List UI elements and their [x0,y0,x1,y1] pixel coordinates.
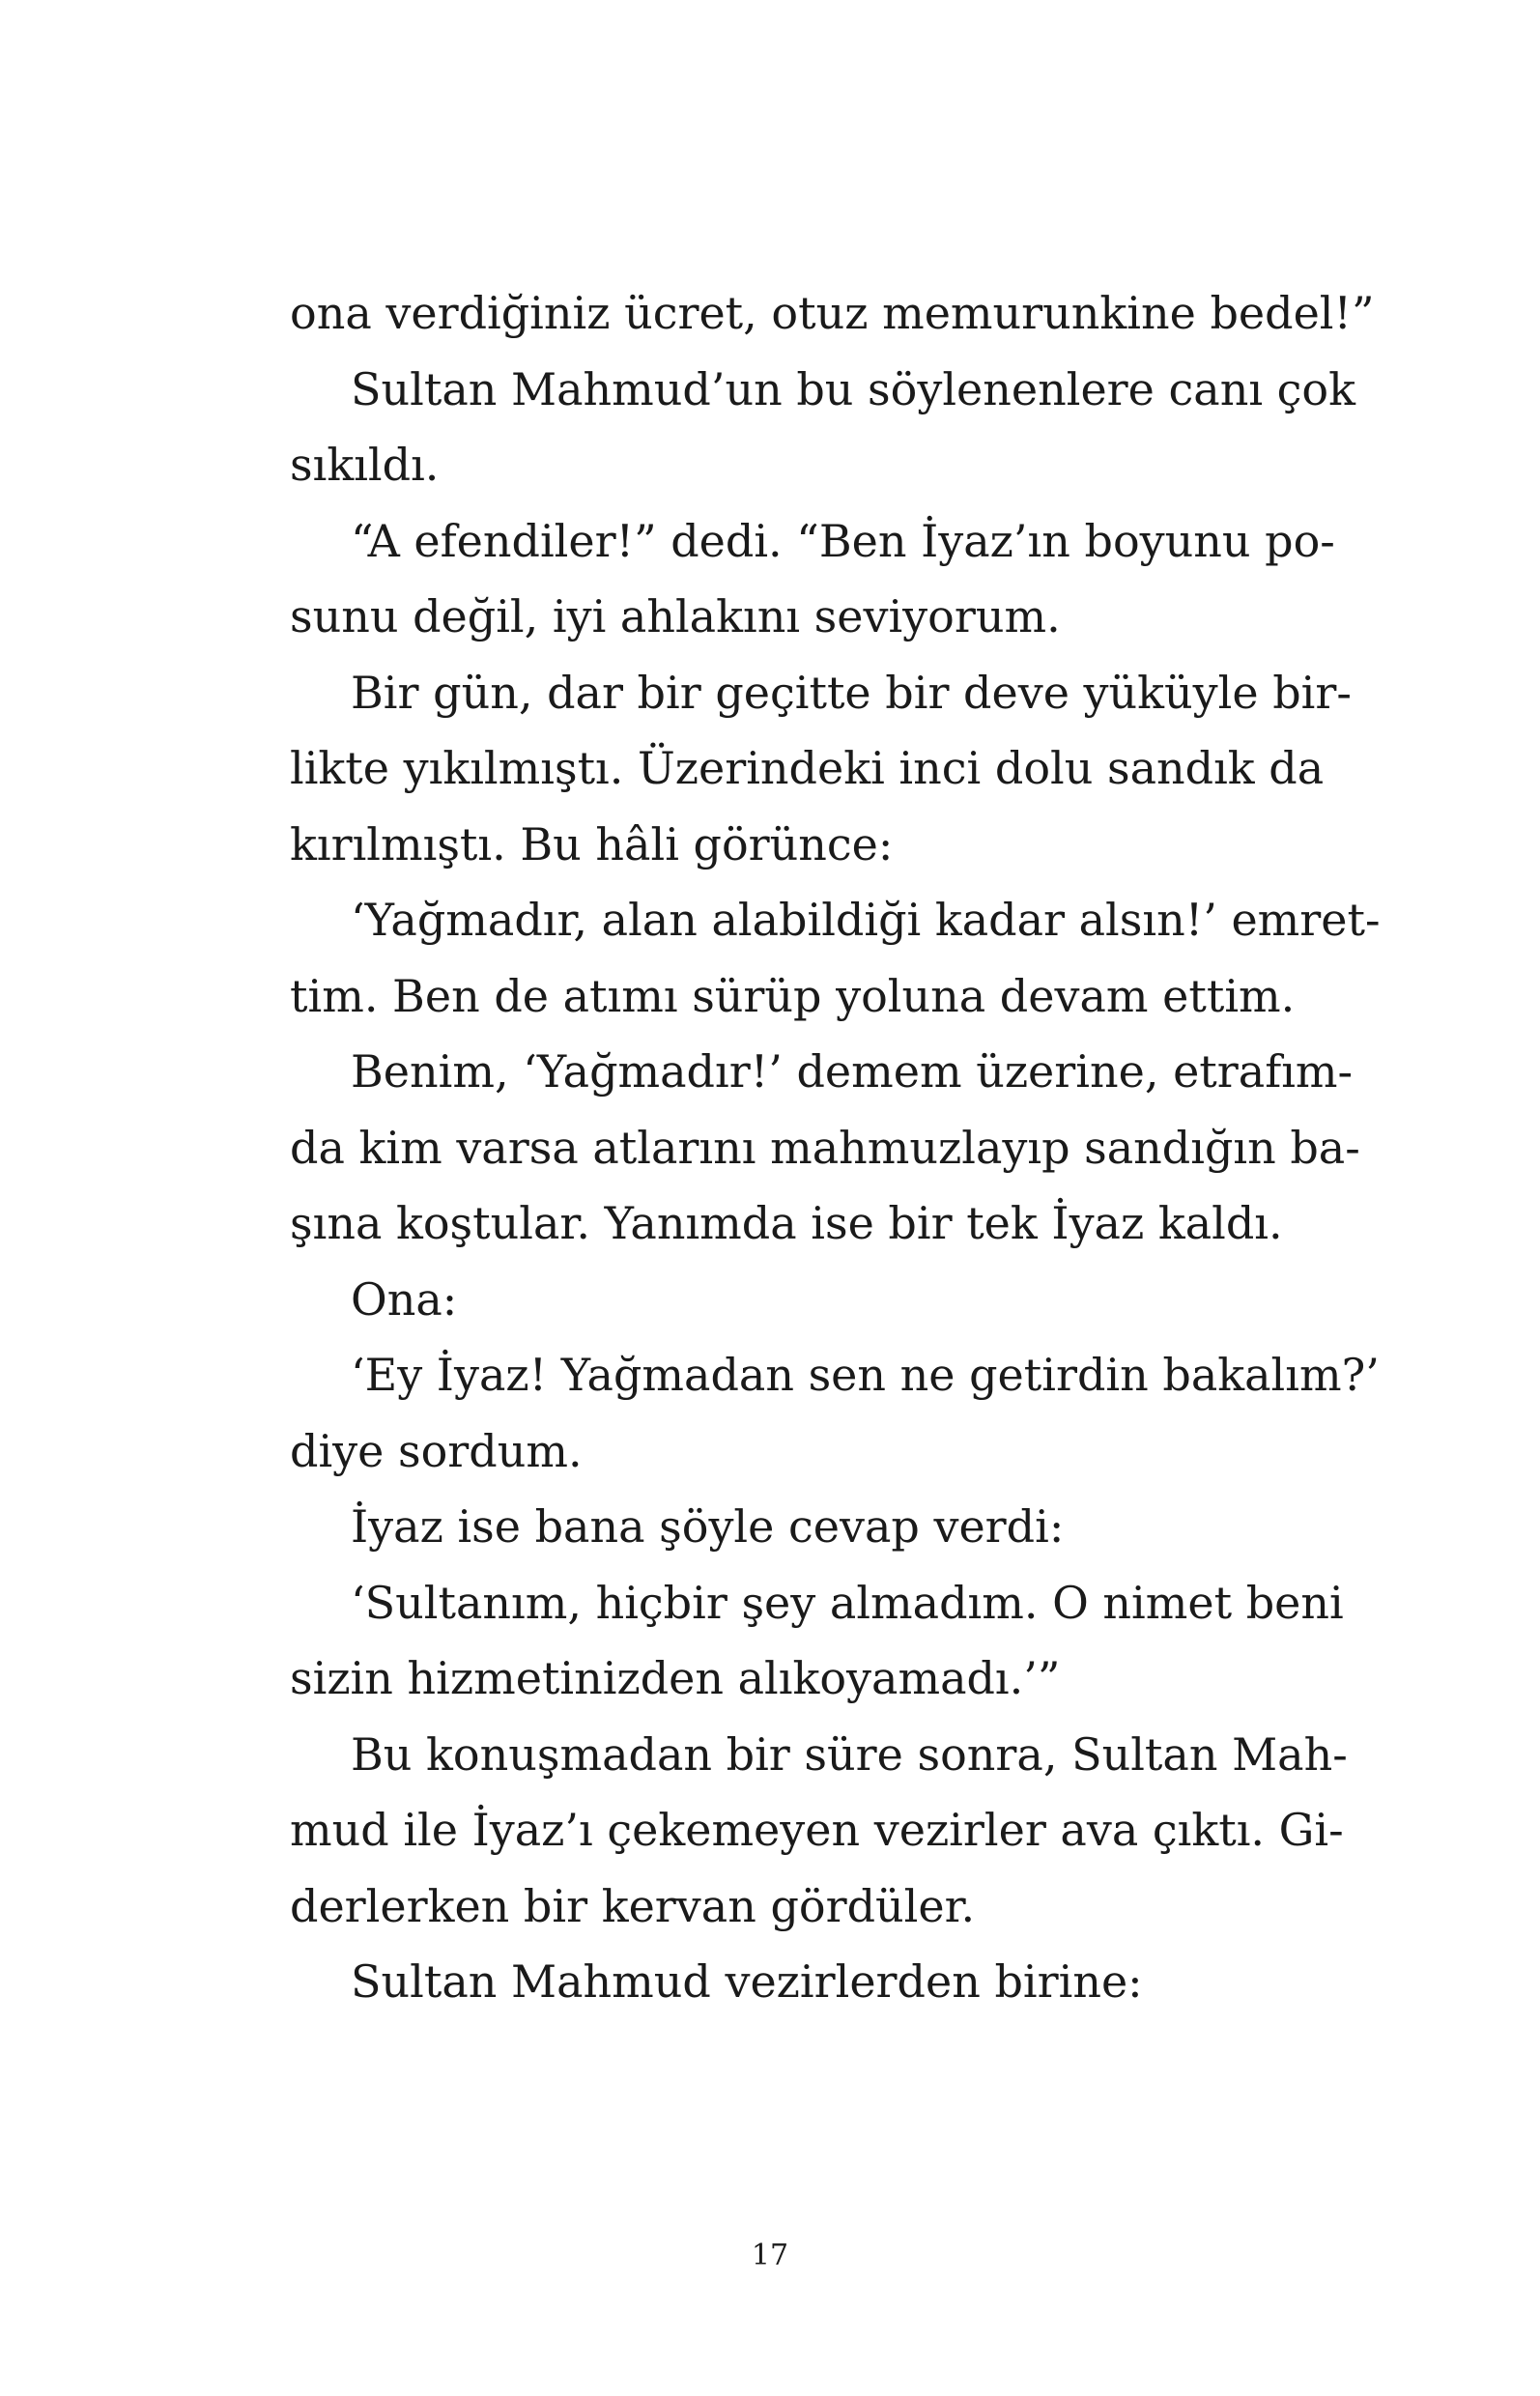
text-line: mud ile İyaz’ı çekemeyen vezirler ava çıktı. Gi- [290,1804,1344,1856]
text-line: da kim varsa atlarını mahmuzlayıp sandığın ba- [290,1121,1360,1174]
text-line: likte yıkılmıştı. Üzerindeki inci dolu sandık da [290,742,1325,794]
paragraph-start-line: ‘Yağmadır, alan alabildiği kadar alsın!’ emret- [351,894,1381,946]
paragraph-start-line: “A efendiler!” dedi. “Ben İyaz’ın boyunu po- [351,514,1335,567]
text-line: kırılmıştı. Bu hâli görünce: [290,817,894,870]
paragraph-start-line: ‘Sultanım, hiçbir şey almadım. O nimet beni [351,1576,1344,1629]
page-number: 17 [751,2239,789,2272]
paragraph-start-line: Bir gün, dar bir geçitte bir deve yüküyle bir- [351,666,1352,719]
paragraph-start-line: Ona: [351,1272,458,1326]
paragraph-start-line: Sultan Mahmud’un bu söylenenlere canı çok [351,362,1355,415]
paragraph-start-line: ‘Ey İyaz! Yağmadan sen ne getirdin bakalım?’ [351,1349,1380,1401]
paragraph-start-line: Sultan Mahmud vezirlerden birine: [351,1955,1143,2008]
text-line: diye sordum. [290,1424,583,1477]
text-line: sunu değil, iyi ahlakını seviyorum. [290,590,1061,642]
paragraph-start-line: Bu konuşmadan bir süre sonra, Sultan Mah- [351,1727,1348,1781]
body-text [290,275,1381,2020]
text-line: şına koştular. Yanımda ise bir tek İyaz kaldı. [290,1197,1283,1249]
text-line: sıkıldı. [290,439,440,491]
text-line: sizin hizmetinizden alıkoyamadı.’” [290,1652,1061,1704]
paragraph-start-line: Benim, ‘Yağmadır!’ demem üzerine, etrafım- [351,1045,1354,1098]
text-line: ona verdiğiniz ücret, otuz memurunkine bedel!” [290,287,1375,339]
text-line: derlerken bir kervan gördüler. [290,1879,976,1932]
text-line: tim. Ben de atımı sürüp yoluna devam ettim. [290,969,1296,1022]
paragraph-start-line: İyaz ise bana şöyle cevap verdi: [351,1500,1065,1553]
